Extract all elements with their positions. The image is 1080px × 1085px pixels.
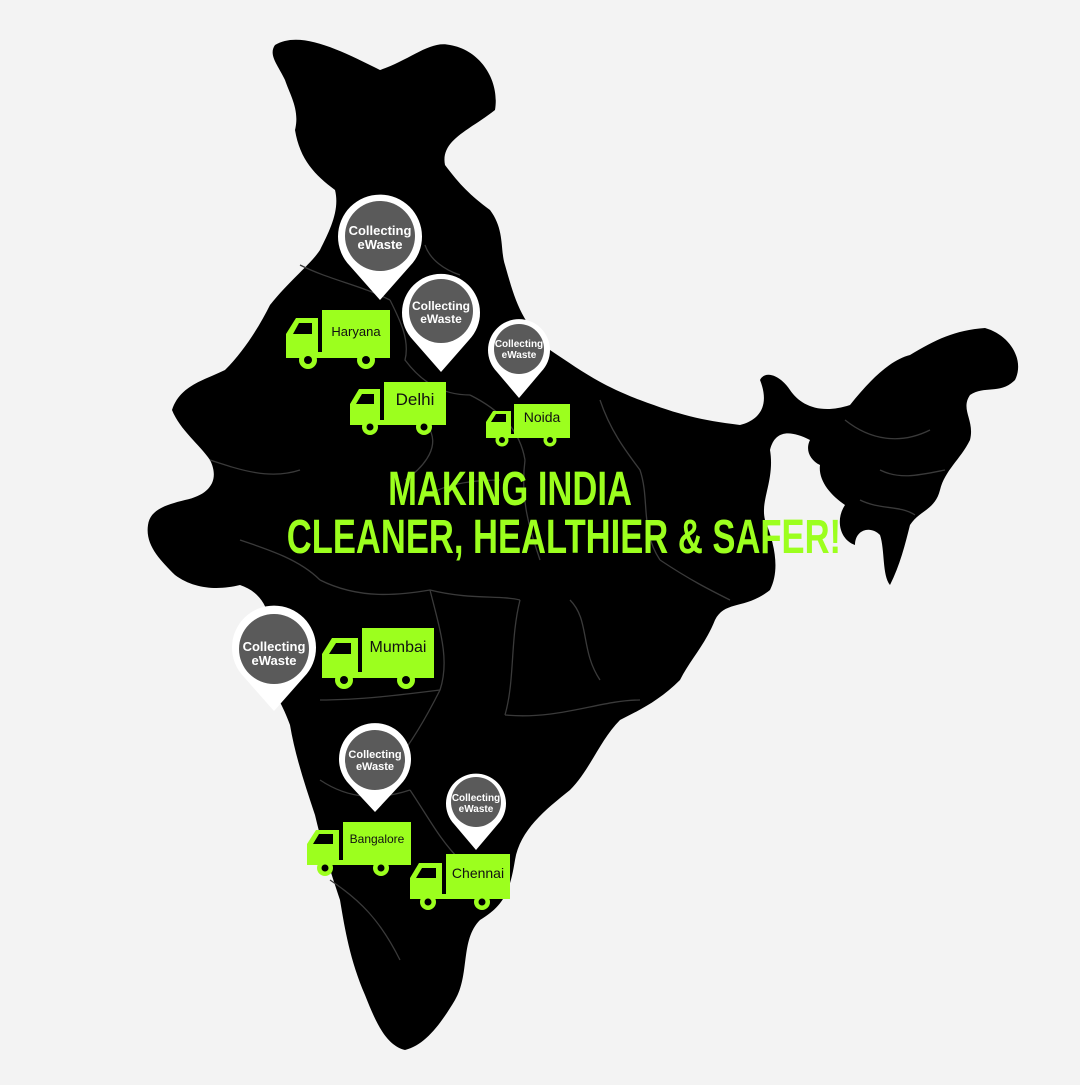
pin-bangalore[interactable] — [337, 722, 413, 814]
pin-label-line-1: Collecting — [348, 223, 412, 238]
pin-label-line-2: eWaste — [458, 803, 494, 815]
truck-label-mumbai: Mumbai — [369, 639, 427, 656]
pin-label-line-1: Collecting — [348, 749, 402, 761]
headline-line-2: CLEANER, HEALTHIER & SAFER! — [286, 511, 842, 564]
pin-delhi[interactable] — [400, 270, 482, 374]
truck-label-haryana: Haryana — [331, 324, 381, 339]
pin-chennai[interactable] — [444, 770, 508, 852]
pin-label-line-2: eWaste — [355, 760, 395, 773]
truck-noida[interactable] — [484, 402, 572, 448]
delivery-truck-icon — [408, 852, 512, 912]
pin-label-line-2: eWaste — [251, 652, 297, 668]
truck-haryana[interactable] — [284, 306, 392, 370]
truck-chennai[interactable] — [408, 852, 512, 912]
pin-label-line-1: Collecting — [494, 339, 544, 350]
pin-label-line-1: Collecting — [242, 639, 306, 654]
pin-label-line-2: eWaste — [420, 311, 462, 326]
pin-mumbai[interactable] — [230, 605, 318, 713]
truck-label-noida: Noida — [523, 409, 561, 425]
truck-bangalore[interactable] — [305, 820, 413, 878]
headline-line-1: MAKING INDIA — [388, 463, 632, 516]
delivery-truck-icon — [305, 820, 413, 878]
pin-label-line-1: Collecting — [411, 299, 470, 313]
pin-label-line-2: eWaste — [501, 349, 537, 361]
pin-label-line-1: Collecting — [451, 793, 501, 804]
delivery-truck-icon — [320, 626, 436, 690]
truck-delhi[interactable] — [348, 378, 448, 436]
truck-label-chennai: Chennai — [451, 865, 505, 881]
truck-label-delhi: Delhi — [395, 390, 435, 409]
pin-noida[interactable] — [486, 316, 552, 400]
truck-label-bangalore: Bangalore — [349, 832, 405, 846]
pin-label-line-2: eWaste — [357, 236, 403, 252]
truck-mumbai[interactable] — [320, 626, 436, 690]
